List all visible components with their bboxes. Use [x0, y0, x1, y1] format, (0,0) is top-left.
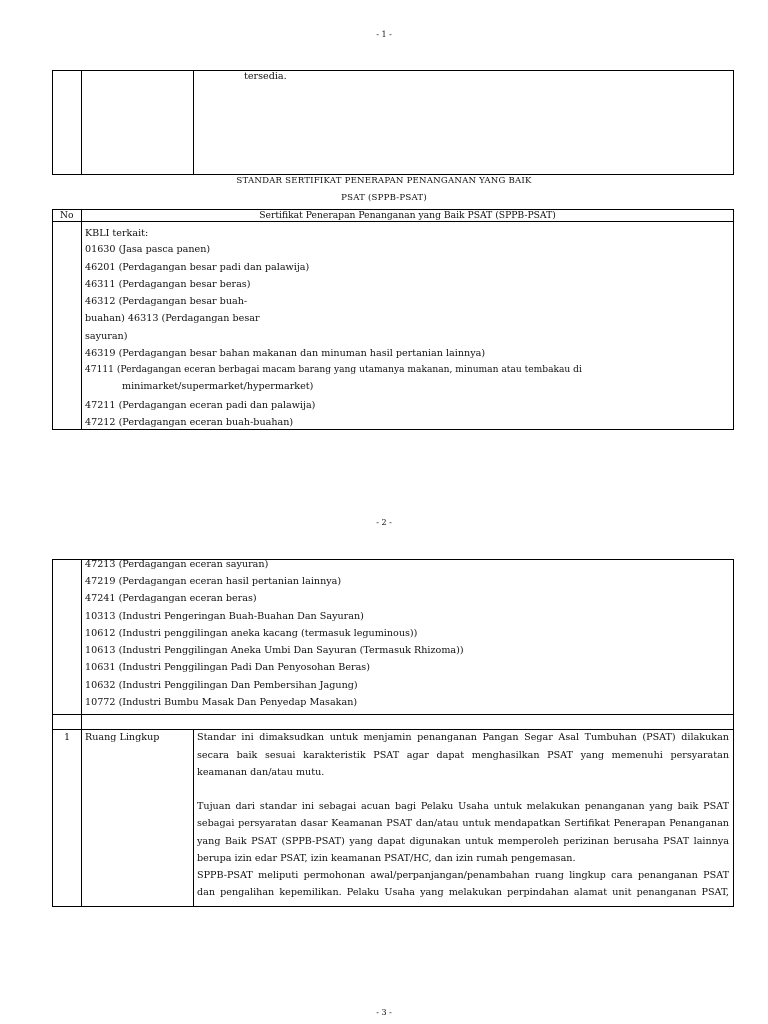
- table-border: [52, 70, 53, 175]
- table-border: [81, 209, 82, 430]
- kbli-line: 01630 (Jasa pasca panen): [85, 244, 211, 255]
- paragraph-line: secara baik sesuai karakteristik PSAT agar dapat menghasilkan PSAT yang memenuhi persyaratan: [197, 750, 729, 761]
- document-title: STANDAR SERTIFIKAT PENERAPAN PENANGANAN YANG BAIK: [236, 176, 532, 186]
- kbli-line: 10612 (Industri penggilingan aneka kacang (termasuk leguminous)): [85, 628, 418, 639]
- kbli-line: 46311 (Perdagangan besar beras): [85, 279, 251, 290]
- kbli-line: 10631 (Industri Penggilingan Padi Dan Penyosohan Beras): [85, 662, 370, 673]
- paragraph-line: sebagai persyaratan dasar Keamanan PSAT dan/atau untuk mendapatkan Sertifikat Penerapan Penanganan: [197, 818, 729, 829]
- paragraph-line: Standar ini dimaksudkan untuk menjamin penanganan Pangan Segar Asal Tumbuhan (PSAT) dilakukan: [197, 732, 729, 743]
- paragraph-line: Tujuan dari standar ini sebagai acuan bagi Pelaku Usaha untuk melakukan penanganan yang baik PSAT: [197, 801, 729, 812]
- paragraph-line: keamanan dan/atau mutu.: [197, 767, 325, 778]
- page-number: - 3 -: [376, 1008, 392, 1017]
- paragraph-line: dan pengalihan kepemilikan. Pelaku Usaha yang melakukan perpindahan alamat unit penanganan PSAT,: [197, 887, 729, 898]
- table-border: [52, 221, 734, 222]
- kbli-line: 47241 (Perdagangan eceran beras): [85, 593, 257, 604]
- row-number: 1: [64, 732, 71, 743]
- table-border: [733, 209, 734, 430]
- row-label: Ruang Lingkup: [85, 732, 160, 743]
- table-border: [52, 906, 734, 907]
- kbli-line: 10772 (Industri Bumbu Masak Dan Penyedap Masakan): [85, 697, 358, 708]
- paragraph-line: SPPB-PSAT meliputi permohonan awal/perpanjangan/penambahan ruang lingkup cara penanganan PSAT: [197, 870, 729, 881]
- kbli-line: 46201 (Perdagangan besar padi dan palawija): [85, 262, 310, 273]
- paragraph-line: berupa izin edar PSAT, izin keamanan PSAT/HC, dan izin rumah pengemasan.: [197, 853, 576, 864]
- kbli-line: buahan) 46313 (Perdagangan besar: [85, 313, 260, 324]
- page-number: - 2 -: [376, 518, 392, 527]
- table-border: [733, 70, 734, 175]
- kbli-line: minimarket/supermarket/hypermarket): [122, 381, 314, 392]
- table-border: [52, 729, 734, 730]
- kbli-line: 10613 (Industri Penggilingan Aneka Umbi Dan Sayuran (Termasuk Rhizoma)): [85, 645, 464, 656]
- paragraph-line: yang Baik PSAT (SPPB-PSAT) yang dapat digunakan untuk memperoleh perizinan berusaha PSAT lainnya: [197, 836, 729, 847]
- table-border: [52, 429, 734, 430]
- kbli-line: sayuran): [85, 331, 128, 342]
- kbli-line: 10632 (Industri Penggilingan Dan Pembersihan Jagung): [85, 680, 358, 691]
- table-border: [193, 70, 194, 175]
- carryover-text: tersedia.: [244, 71, 287, 82]
- kbli-line: 47211 (Perdagangan eceran padi dan palawija): [85, 400, 316, 411]
- table-border: [52, 174, 734, 175]
- column-header-certificate: Sertifikat Penerapan Penanganan yang Baik PSAT (SPPB-PSAT): [259, 210, 556, 221]
- kbli-line: 46319 (Perdagangan besar bahan makanan dan minuman hasil pertanian lainnya): [85, 348, 486, 359]
- kbli-line: 47213 (Perdagangan eceran sayuran): [85, 559, 269, 570]
- table-border: [193, 729, 194, 907]
- kbli-line: 10313 (Industri Pengeringan Buah-Buahan Dan Sayuran): [85, 611, 364, 622]
- kbli-line: 46312 (Perdagangan besar buah-: [85, 296, 248, 307]
- table-border: [52, 209, 53, 430]
- table-border: [733, 559, 734, 907]
- document-subtitle: PSAT (SPPB-PSAT): [341, 193, 427, 203]
- kbli-line: 47212 (Perdagangan eceran buah-buahan): [85, 417, 294, 428]
- column-header-no: No: [60, 210, 74, 221]
- table-border: [81, 559, 82, 907]
- kbli-line: 47219 (Perdagangan eceran hasil pertanian lainnya): [85, 576, 342, 587]
- table-border: [81, 70, 82, 175]
- kbli-line: KBLI terkait:: [85, 228, 149, 239]
- kbli-line: 47111 (Perdagangan eceran berbagai macam barang yang utamanya makanan, minuman atau tembakau di: [85, 365, 582, 375]
- page-number: - 1 -: [376, 30, 392, 39]
- table-border: [52, 559, 53, 907]
- table-border: [52, 714, 734, 715]
- table-border: [52, 70, 734, 71]
